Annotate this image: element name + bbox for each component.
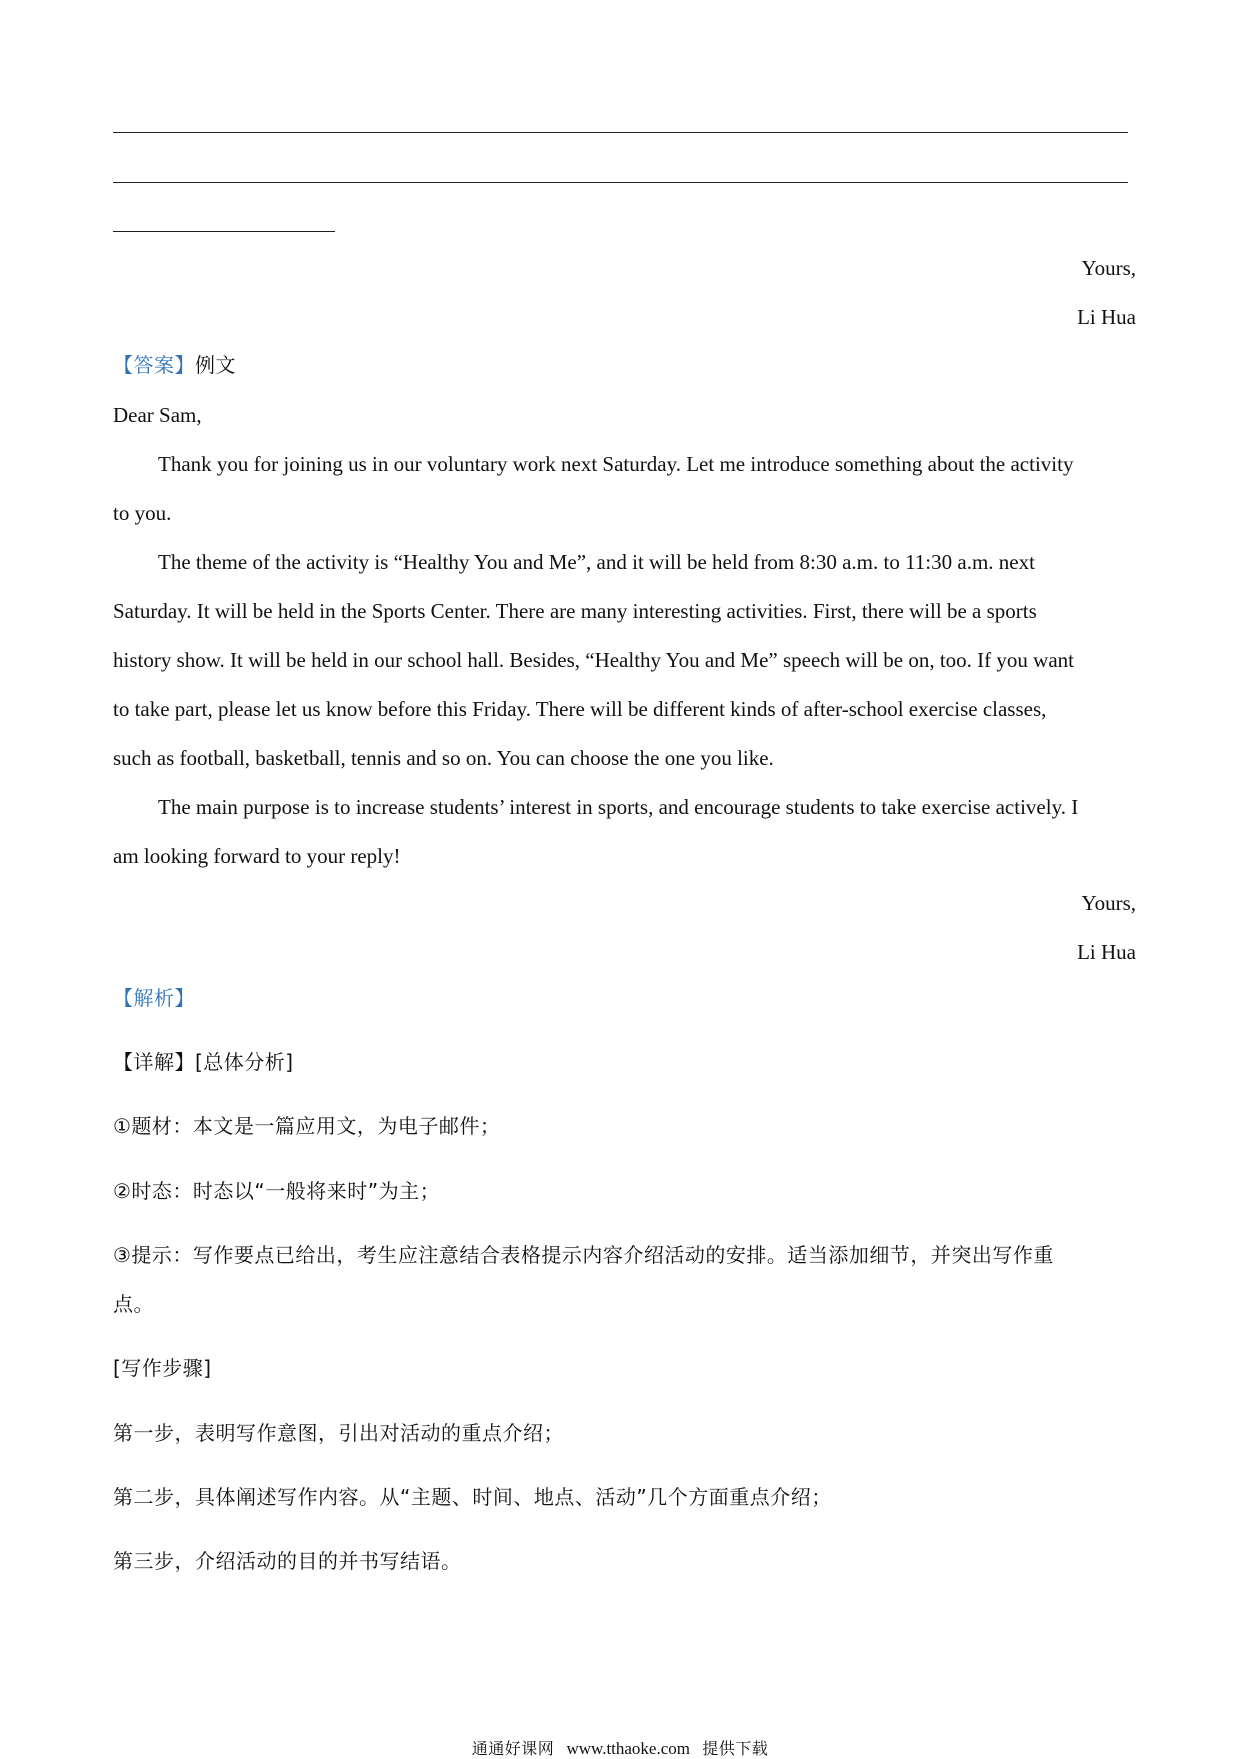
letter-closing-name: Li Hua: [1077, 940, 1136, 964]
writing-steps-heading: [写作步骤]: [113, 1356, 212, 1380]
footer-site-name: 通通好课网: [471, 1739, 555, 1758]
analysis-point-2: ②时态：时态以“一般将来时”为主；: [113, 1179, 441, 1203]
blank-line-1: [113, 132, 1128, 133]
answer-heading: [113, 355, 236, 376]
page-footer: [0, 1736, 1240, 1759]
paragraph-3-line-1: The main purpose is to increase students’ interest in sports, and encourage students to take exercise actively. I: [158, 795, 1079, 819]
top-closing-name: Li Hua: [1077, 305, 1136, 329]
paragraph-1-line-2: to you.: [113, 501, 172, 525]
paragraph-2-line-3: history show. It will be held in our school hall. Besides, “Healthy You and Me” speech will be on, too. If you want: [113, 648, 1074, 672]
paragraph-2-line-4: to take part, please let us know before this Friday. There will be different kinds of after-school exercise classes,: [113, 697, 1047, 721]
letter-closing-yours: Yours,: [1081, 891, 1136, 915]
paragraph-3-line-2: am looking forward to your reply!: [113, 844, 401, 868]
paragraph-2-line-2: Saturday. It will be held in the Sports Center. There are many interesting activities. First, there will be a sports: [113, 599, 1037, 623]
analysis-point-1: ①题材：本文是一篇应用文，为电子邮件；: [113, 1114, 501, 1138]
letter-salutation: Dear Sam,: [113, 403, 202, 427]
footer-download-note: 提供下载: [702, 1739, 769, 1758]
analysis-point-3-line-2: 点。: [113, 1292, 154, 1316]
footer-url: www.tthaoke.com: [566, 1739, 691, 1758]
blank-line-2: [113, 182, 1128, 183]
paragraph-1-line-1: Thank you for joining us in our voluntary work next Saturday. Let me introduce something about the activity: [158, 452, 1074, 476]
writing-step-3: 第三步，介绍活动的目的并书写结语。: [113, 1549, 462, 1573]
answer-tag: 【答案】: [113, 353, 195, 377]
writing-step-1: 第一步，表明写作意图，引出对活动的重点介绍；: [113, 1421, 564, 1445]
writing-step-2: 第二步，具体阐述写作内容。从“主题、时间、地点、活动”几个方面重点介绍；: [113, 1485, 832, 1509]
answer-tag-suffix: 例文: [195, 353, 236, 377]
analysis-detail-heading: 【详解】[总体分析]: [113, 1050, 294, 1074]
blank-line-3: [113, 231, 335, 232]
analysis-tag: 【解析】: [113, 986, 195, 1010]
paragraph-2-line-5: such as football, basketball, tennis and so on. You can choose the one you like.: [113, 746, 774, 770]
analysis-point-3-line-1: ③提示：写作要点已给出，考生应注意结合表格提示内容介绍活动的安排。适当添加细节，并突出写作重: [113, 1243, 1054, 1267]
top-closing-yours: Yours,: [1081, 256, 1136, 280]
paragraph-2-line-1: The theme of the activity is “Healthy You and Me”, and it will be held from 8:30 a.m. to 11:30 a.m. next: [158, 550, 1035, 574]
